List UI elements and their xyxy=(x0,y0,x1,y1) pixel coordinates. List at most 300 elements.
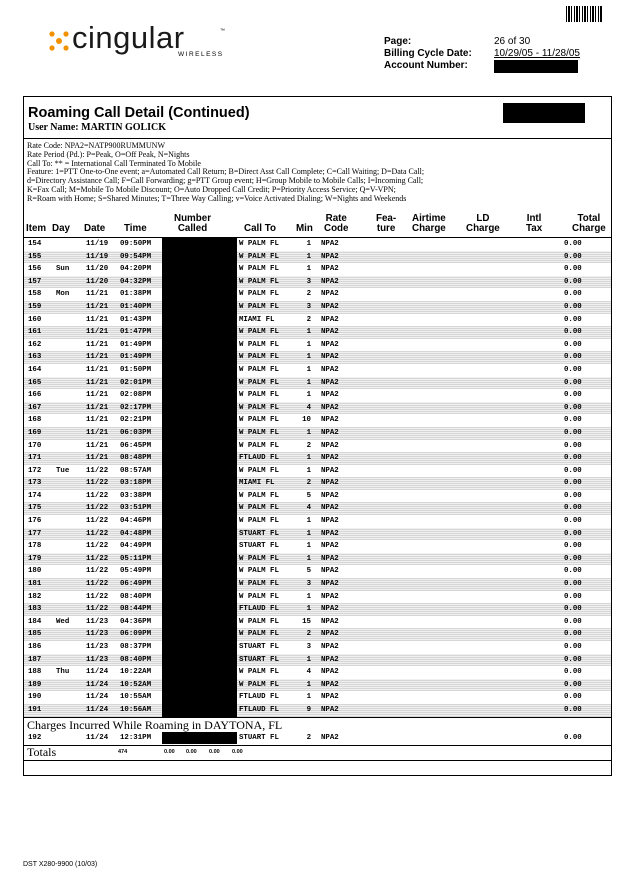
cell-call-to: STUART FL xyxy=(239,655,279,664)
cycle-label: Billing Cycle Date: xyxy=(384,48,472,59)
cell-item: 160 xyxy=(28,315,42,324)
column-header-number: Number Called xyxy=(174,213,212,234)
cell-date: 11/22 xyxy=(86,529,109,538)
cell-rate-code: NPA2 xyxy=(321,365,339,374)
cell-min: 1 xyxy=(306,252,311,261)
number-called-redacted xyxy=(162,641,237,654)
cell-time: 02:01PM xyxy=(120,378,152,387)
cell-date: 11/21 xyxy=(86,353,109,362)
cell-date: 11/23 xyxy=(86,617,109,626)
cell-call-to: W PALM FL xyxy=(239,365,279,374)
cell-min: 1 xyxy=(306,655,311,664)
cell-rate-code: NPA2 xyxy=(321,668,339,677)
logo-subtitle: WIRELESS xyxy=(178,51,224,58)
legend-line: Rate Code: NPA2=NATP900RUMMUNW xyxy=(27,141,165,150)
column-header-day: Day xyxy=(52,223,70,234)
table-row xyxy=(24,238,611,251)
cell-item: 188 xyxy=(28,668,42,677)
cell-rate-code: NPA2 xyxy=(321,265,339,274)
cell-rate-code: NPA2 xyxy=(321,655,339,664)
cell-item: 180 xyxy=(28,567,42,576)
cell-date: 11/23 xyxy=(86,643,109,651)
cell-call-to: FTLAUD FL xyxy=(239,705,279,714)
table-row xyxy=(24,402,611,415)
cell-min: 2 xyxy=(306,441,311,450)
cell-time: 03:18PM xyxy=(120,479,152,488)
cell-rate-code: NPA2 xyxy=(321,567,339,576)
cell-min: 3 xyxy=(306,580,311,589)
cell-rate-code: NPA2 xyxy=(321,466,339,475)
table-row xyxy=(24,314,611,327)
cell-item: 162 xyxy=(28,340,42,349)
number-called-redacted xyxy=(162,238,237,251)
table-row xyxy=(24,251,611,264)
cell-time: 08:40PM xyxy=(120,592,152,601)
cell-call-to: W PALM FL xyxy=(239,428,279,437)
cell-rate-code: NPA2 xyxy=(321,630,339,639)
cell-item: 166 xyxy=(28,391,42,400)
cell-call-to: W PALM FL xyxy=(239,517,279,526)
table-row xyxy=(24,389,611,402)
table-row xyxy=(24,477,611,490)
form-number: DST X280-9900 (10/03) xyxy=(23,861,98,868)
cell-item: 172 xyxy=(28,466,42,475)
cell-item: 186 xyxy=(28,643,42,651)
cell-rate-code: NPA2 xyxy=(321,416,339,425)
cell-item: 190 xyxy=(28,693,42,702)
cell-call-to: W PALM FL xyxy=(239,416,279,425)
cell-date: 11/22 xyxy=(86,592,109,601)
cell-min: 1 xyxy=(306,365,311,374)
logo-wordmark: cingular xyxy=(72,20,185,55)
number-called-redacted xyxy=(162,502,237,515)
number-called-redacted xyxy=(162,414,237,427)
page-value: 26 of 30 xyxy=(494,36,531,47)
cell-item: 163 xyxy=(28,353,42,362)
table-row xyxy=(24,515,611,528)
legend-line: Rate Period (Pd.): P=Peak, O=Off Peak, N=Nights xyxy=(27,149,190,159)
cell-total-charge: 0.00 xyxy=(564,441,582,450)
cell-call-to: MIAMI FL xyxy=(239,479,275,488)
cell-date: 11/22 xyxy=(86,466,109,475)
cell-min: 4 xyxy=(306,668,311,677)
call-detail-section xyxy=(23,96,612,776)
cell-rate-code: NPA2 xyxy=(321,353,339,362)
cell-call-to: W PALM FL xyxy=(239,403,279,412)
number-called-redacted xyxy=(162,339,237,352)
cell-rate-code: NPA2 xyxy=(321,302,339,311)
cell-call-to: W PALM FL xyxy=(239,554,279,563)
cell-call-to: STUART FL xyxy=(239,643,279,651)
cell-item: 170 xyxy=(28,441,42,450)
cell-total-charge: 0.00 xyxy=(564,592,582,601)
cell-total-charge: 0.00 xyxy=(564,403,582,412)
cell-date: 11/24 xyxy=(86,668,109,677)
totals-row xyxy=(24,745,611,761)
cell-time: 06:45PM xyxy=(120,441,152,450)
cell-time: 04:36PM xyxy=(120,617,152,626)
cell-rate-code: NPA2 xyxy=(321,391,339,400)
cell-rate-code: NPA2 xyxy=(321,441,339,450)
cell-day: Wed xyxy=(56,617,70,626)
cell-rate-code: NPA2 xyxy=(321,328,339,337)
billing-header xyxy=(384,36,580,73)
number-called-redacted xyxy=(162,490,237,503)
cell-total-charge: 0.00 xyxy=(564,630,582,639)
cell-call-to: W PALM FL xyxy=(239,630,279,639)
account-number-redacted xyxy=(494,60,578,73)
cell-time: 01:38PM xyxy=(120,290,152,299)
cell-call-to: FTLAUD FL xyxy=(239,693,279,702)
cell-call-to: W PALM FL xyxy=(239,265,279,274)
table-row xyxy=(24,465,611,478)
cell-item: 174 xyxy=(28,491,42,500)
table-row xyxy=(24,427,611,440)
table-row xyxy=(24,490,611,503)
cell-min: 3 xyxy=(306,643,311,651)
cell-time: 06:03PM xyxy=(120,428,152,437)
table-row xyxy=(24,288,611,301)
cell-call-to: FTLAUD FL xyxy=(239,605,279,614)
cell-total-charge: 0.00 xyxy=(564,655,582,664)
cell-rate-code: NPA2 xyxy=(321,340,339,349)
cell-item: 177 xyxy=(28,529,42,538)
cell-rate-code: NPA2 xyxy=(321,592,339,601)
cell-total-charge: 0.00 xyxy=(564,302,582,311)
call-rows xyxy=(24,238,611,717)
cell-min: 1 xyxy=(306,240,311,248)
cell-time: 04:32PM xyxy=(120,277,152,286)
number-called-redacted xyxy=(162,452,237,465)
cell-total-charge: 0.00 xyxy=(564,479,582,488)
number-called-redacted xyxy=(162,314,237,327)
cell-item: 157 xyxy=(28,277,42,286)
cell-min: 1 xyxy=(306,466,311,475)
table-row xyxy=(24,364,611,377)
cell-item: 175 xyxy=(28,504,42,513)
cell-rate-code: NPA2 xyxy=(321,643,339,651)
cell-item: 156 xyxy=(28,265,42,274)
cell-total-charge: 0.00 xyxy=(564,517,582,526)
number-called-redacted xyxy=(162,691,237,704)
totals-charge: 0.00 xyxy=(232,749,243,756)
cell-min: 1 xyxy=(306,605,311,614)
cell-date: 11/22 xyxy=(86,479,109,488)
cell-total-charge: 0.00 xyxy=(564,542,582,551)
cell-date: 11/24 xyxy=(86,693,109,702)
number-called-redacted xyxy=(162,251,237,264)
cell-time: 10:52AM xyxy=(120,680,152,689)
cell-date: 11/21 xyxy=(86,416,109,425)
table-row xyxy=(24,654,611,667)
number-called-redacted xyxy=(162,440,237,453)
cell-min: 1 xyxy=(306,542,311,551)
cell-date: 11/21 xyxy=(86,378,109,387)
cell-date: 11/22 xyxy=(86,542,109,551)
cell-call-to: W PALM FL xyxy=(239,353,279,362)
number-called-redacted xyxy=(162,578,237,591)
totals-intl: 0.00 xyxy=(209,749,220,756)
cell-total-charge: 0.00 xyxy=(564,567,582,576)
cell-item: 184 xyxy=(28,617,42,626)
cell-date: 11/22 xyxy=(86,554,109,563)
cell-total-charge: 0.00 xyxy=(564,265,582,274)
cell-date: 11/22 xyxy=(86,605,109,614)
cell-total-charge: 0.00 xyxy=(564,277,582,286)
cell-rate-code: NPA2 xyxy=(321,240,339,248)
column-header-time: Time xyxy=(124,223,147,234)
cell-min: 1 xyxy=(306,554,311,563)
number-called-redacted xyxy=(162,515,237,528)
cell-min: 4 xyxy=(306,504,311,513)
cell-time: 04:49PM xyxy=(120,542,152,551)
cell-call-to: W PALM FL xyxy=(239,391,279,400)
cell-min: 1 xyxy=(306,340,311,349)
number-called-redacted xyxy=(162,263,237,276)
number-called-redacted xyxy=(162,288,237,301)
cell-time: 09:50PM xyxy=(120,240,152,248)
cell-call-to: W PALM FL xyxy=(239,617,279,626)
number-called-redacted xyxy=(162,364,237,377)
cell-rate-code: NPA2 xyxy=(321,277,339,286)
cell-min: 1 xyxy=(306,693,311,702)
cell-rate-code: NPA2 xyxy=(321,605,339,614)
cell-time: 01:50PM xyxy=(120,365,152,374)
roaming-location-header: Charges Incurred While Roaming in DAYTONA, FL xyxy=(24,717,611,732)
cell-day: Mon xyxy=(56,290,70,299)
legend-line: K=Fax Call; M=Mobile To Mobile Discount; O=Auto Dropped Call Credit; P=Priority Access Service; Q=V-VPN; xyxy=(27,184,396,194)
cell-date: 11/22 xyxy=(86,504,109,513)
number-called-redacted xyxy=(162,427,237,440)
table-row xyxy=(24,440,611,453)
cell-min: 10 xyxy=(302,416,311,425)
cell-min: 1 xyxy=(306,391,311,400)
cell-rate-code: NPA2 xyxy=(321,680,339,689)
number-called-redacted xyxy=(162,732,237,745)
cell-date: 11/21 xyxy=(86,340,109,349)
number-called-redacted xyxy=(162,540,237,553)
cell-date: 11/22 xyxy=(86,517,109,526)
cell-rate-code: NPA2 xyxy=(321,517,339,526)
cell-item: 158 xyxy=(28,290,42,299)
cell-total-charge: 0.00 xyxy=(564,454,582,463)
cell-total-charge: 0.00 xyxy=(564,290,582,299)
cell-item: 187 xyxy=(28,655,42,664)
cell-min: 3 xyxy=(306,277,311,286)
cell-call-to: MIAMI FL xyxy=(239,315,275,324)
cell-total-charge: 0.00 xyxy=(564,580,582,589)
cell-time: 01:47PM xyxy=(120,328,152,337)
column-header-min: Min xyxy=(296,223,313,234)
table-row xyxy=(24,628,611,641)
cell-min: 1 xyxy=(306,680,311,689)
cell-rate-code: NPA2 xyxy=(321,529,339,538)
cell-min: 2 xyxy=(306,630,311,639)
cell-day: Thu xyxy=(56,668,70,677)
table-row xyxy=(24,691,611,704)
table-row xyxy=(24,704,611,717)
totals-ld: 0.00 xyxy=(186,749,197,756)
cell-date: 11/24 xyxy=(86,733,109,742)
cell-item: 161 xyxy=(28,328,42,337)
trademark: ™ xyxy=(220,28,225,34)
totals-minutes: 474 xyxy=(118,749,128,756)
cell-call-to: W PALM FL xyxy=(239,252,279,261)
cell-item: 178 xyxy=(28,542,42,551)
column-header-airtime: Airtime Charge xyxy=(412,213,446,234)
number-called-redacted xyxy=(162,477,237,490)
cell-total-charge: 0.00 xyxy=(564,643,582,651)
column-header-total: Total Charge xyxy=(572,213,606,234)
cell-call-to: W PALM FL xyxy=(239,491,279,500)
cell-item: 155 xyxy=(28,252,42,261)
cell-call-to: W PALM FL xyxy=(239,328,279,337)
cell-item: 181 xyxy=(28,580,42,589)
cell-total-charge: 0.00 xyxy=(564,617,582,626)
cell-rate-code: NPA2 xyxy=(321,580,339,589)
cell-rate-code: NPA2 xyxy=(321,504,339,513)
cell-call-to: W PALM FL xyxy=(239,240,279,248)
table-row xyxy=(24,679,611,692)
user-name: User Name: MARTIN GOLICK xyxy=(28,122,167,133)
table-row xyxy=(24,377,611,390)
cell-rate-code: NPA2 xyxy=(321,479,339,488)
cell-rate-code: NPA2 xyxy=(321,491,339,500)
cell-time: 01:49PM xyxy=(120,340,152,349)
legend-line: d=Directory Assistance Call; F=Call Forwarding; g=PTT Group event; H=Group Mobile to Mobile Calls; I=Incoming Call; xyxy=(27,176,424,186)
number-called-redacted xyxy=(162,654,237,667)
cell-date: 11/24 xyxy=(86,680,109,689)
cell-item: 167 xyxy=(28,403,42,412)
cell-item: 165 xyxy=(28,378,42,387)
cell-item: 168 xyxy=(28,416,42,425)
column-header-call-to: Call To xyxy=(244,223,276,234)
cell-rate-code: NPA2 xyxy=(321,428,339,437)
number-called-redacted xyxy=(162,679,237,692)
table-row xyxy=(24,263,611,276)
cell-time: 08:44PM xyxy=(120,605,152,614)
legend-line: Call To: ** = International Call Terminated To Mobile xyxy=(27,158,201,168)
cell-call-to: W PALM FL xyxy=(239,340,279,349)
cell-date: 11/24 xyxy=(86,705,109,714)
cell-rate-code: NPA2 xyxy=(321,733,339,742)
cell-min: 2 xyxy=(306,733,311,742)
cell-date: 11/21 xyxy=(86,302,109,311)
cell-item: 191 xyxy=(28,705,42,714)
cell-rate-code: NPA2 xyxy=(321,693,339,702)
cell-call-to: FTLAUD FL xyxy=(239,454,279,463)
cell-total-charge: 0.00 xyxy=(564,605,582,614)
number-called-redacted xyxy=(162,666,237,679)
column-header-ld: LD Charge xyxy=(466,213,500,234)
cingular-x-icon xyxy=(48,30,70,52)
cell-call-to: W PALM FL xyxy=(239,668,279,677)
cell-time: 04:46PM xyxy=(120,517,152,526)
legend-line: Feature: 1=PTT One-to-One event; a=Automated Call Return; B=Direct Asst Call Complete; C=Call Waiting; D=Data Call; xyxy=(27,167,425,177)
number-called-redacted xyxy=(162,616,237,629)
cell-total-charge: 0.00 xyxy=(564,416,582,425)
cell-min: 1 xyxy=(306,517,311,526)
cell-time: 08:40PM xyxy=(120,655,152,664)
cell-min: 1 xyxy=(306,454,311,463)
legend-line: R=Roam with Home; S=Shared Minutes; T=Three Way Calling; v=Voice Activated Dialing; W=Nights and Weekends xyxy=(27,193,407,203)
cell-time: 02:21PM xyxy=(120,416,152,425)
number-called-redacted xyxy=(162,603,237,616)
cell-total-charge: 0.00 xyxy=(564,252,582,261)
table-row xyxy=(24,540,611,553)
cell-call-to: W PALM FL xyxy=(239,680,279,689)
cell-min: 1 xyxy=(306,378,311,387)
number-called-redacted xyxy=(162,565,237,578)
cell-rate-code: NPA2 xyxy=(321,252,339,261)
cell-item: 182 xyxy=(28,592,42,601)
number-called-redacted xyxy=(162,465,237,478)
cell-total-charge: 0.00 xyxy=(564,340,582,349)
cell-min: 1 xyxy=(306,529,311,538)
table-row xyxy=(24,351,611,364)
cell-rate-code: NPA2 xyxy=(321,554,339,563)
cell-total-charge: 0.00 xyxy=(564,733,582,742)
cell-min: 2 xyxy=(306,479,311,488)
barcode xyxy=(566,6,602,22)
cell-total-charge: 0.00 xyxy=(564,365,582,374)
cell-total-charge: 0.00 xyxy=(564,554,582,563)
cell-time: 05:11PM xyxy=(120,554,152,563)
cell-time: 06:49PM xyxy=(120,580,152,589)
cell-date: 11/21 xyxy=(86,328,109,337)
cell-item: 173 xyxy=(28,479,42,488)
cell-call-to: STUART FL xyxy=(239,542,279,551)
cell-time: 03:51PM xyxy=(120,504,152,513)
table-row xyxy=(24,565,611,578)
cell-time: 01:43PM xyxy=(120,315,152,324)
cell-min: 2 xyxy=(306,290,311,299)
cell-min: 1 xyxy=(306,592,311,601)
cell-item: 176 xyxy=(28,517,42,526)
number-called-redacted xyxy=(162,628,237,641)
cell-date: 11/21 xyxy=(86,391,109,400)
totals-label: Totals xyxy=(27,745,57,760)
cell-time: 01:49PM xyxy=(120,353,152,362)
cell-day: Tue xyxy=(56,466,70,475)
cell-time: 10:56AM xyxy=(120,705,152,714)
cell-min: 5 xyxy=(306,567,311,576)
table-row xyxy=(24,528,611,541)
cell-date: 11/21 xyxy=(86,454,109,463)
cell-total-charge: 0.00 xyxy=(564,680,582,689)
cell-item: 192 xyxy=(28,733,42,742)
cell-total-charge: 0.00 xyxy=(564,391,582,400)
totals-airtime: 0.00 xyxy=(164,749,175,756)
cell-time: 10:55AM xyxy=(120,693,152,702)
cell-time: 06:09PM xyxy=(120,630,152,639)
cell-min: 1 xyxy=(306,428,311,437)
cell-total-charge: 0.00 xyxy=(564,705,582,714)
cell-call-to: STUART FL xyxy=(239,733,279,742)
column-header-item: Item xyxy=(26,223,47,234)
number-called-redacted xyxy=(162,326,237,339)
cell-date: 11/22 xyxy=(86,567,109,576)
cell-rate-code: NPA2 xyxy=(321,378,339,387)
table-row xyxy=(24,616,611,629)
table-row xyxy=(24,732,611,745)
number-called-redacted xyxy=(162,276,237,289)
table-row xyxy=(24,326,611,339)
cell-rate-code: NPA2 xyxy=(321,315,339,324)
cell-time: 10:22AM xyxy=(120,668,152,677)
cell-total-charge: 0.00 xyxy=(564,491,582,500)
cell-min: 9 xyxy=(306,705,311,714)
